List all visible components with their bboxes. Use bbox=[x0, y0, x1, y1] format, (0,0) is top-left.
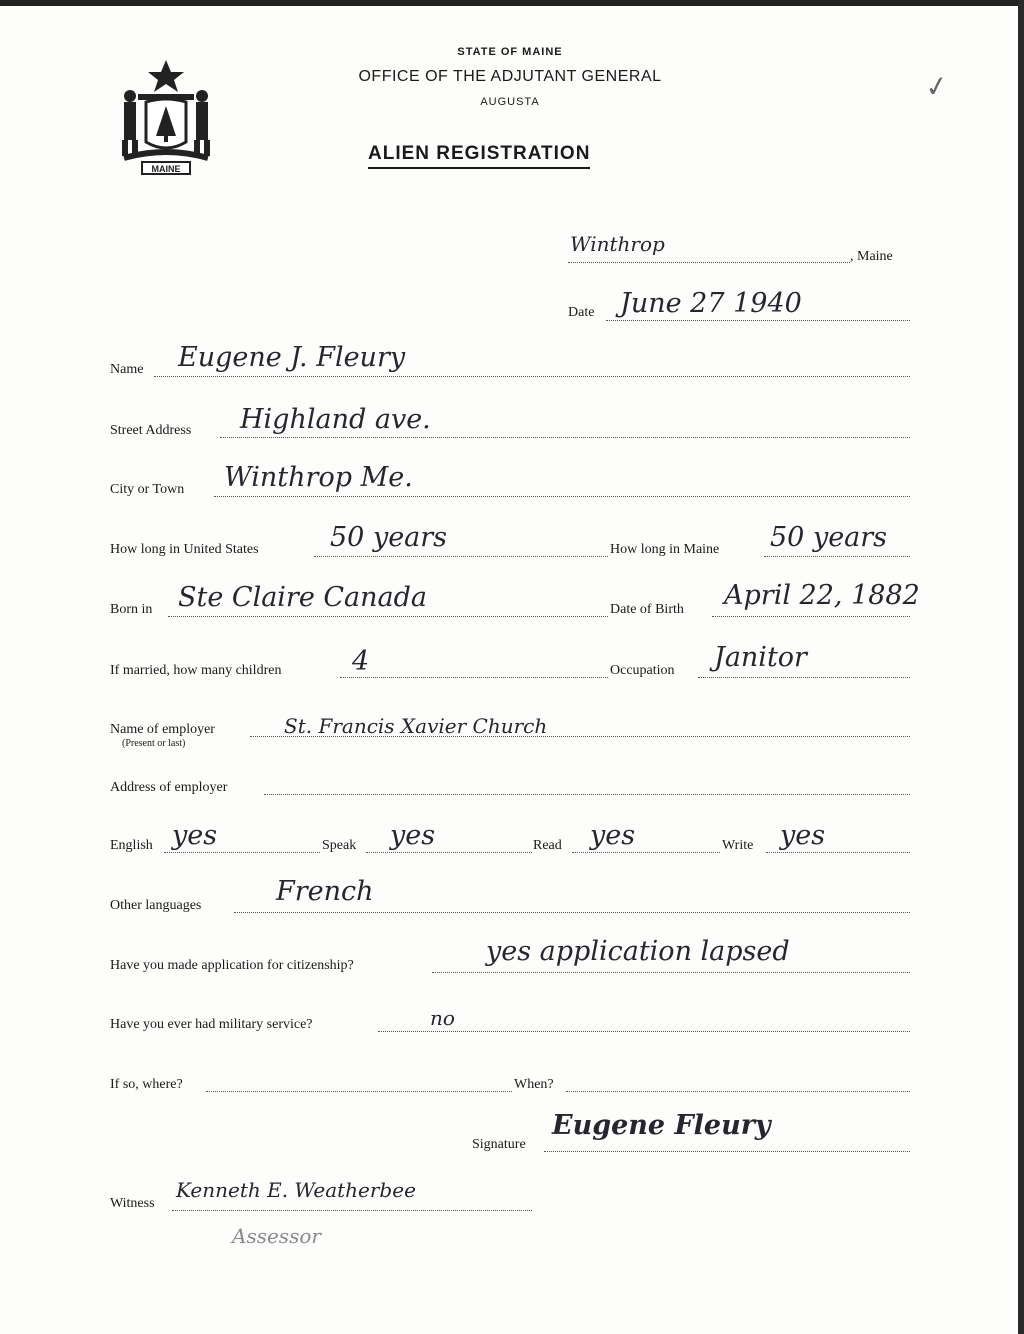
write-label: Write bbox=[722, 838, 754, 853]
date-of-birth-line bbox=[712, 616, 910, 617]
header-state: STATE OF MAINE bbox=[457, 46, 563, 58]
how-long-us-line bbox=[314, 556, 608, 557]
how-long-maine-value: 50 years bbox=[770, 522, 888, 553]
if-so-where-label: If so, where? bbox=[110, 1077, 183, 1092]
signature-line bbox=[544, 1151, 910, 1152]
military-label: Have you ever had military service? bbox=[110, 1017, 313, 1032]
military-value: no bbox=[430, 1006, 455, 1030]
scan-border-top bbox=[0, 0, 1024, 6]
witness-title-value: Assessor bbox=[232, 1224, 321, 1248]
maine-state-seal-icon bbox=[112, 58, 220, 176]
witness-line bbox=[172, 1210, 532, 1211]
employer-label: Name of employer bbox=[110, 722, 215, 737]
employer-sublabel: (Present or last) bbox=[122, 738, 186, 749]
children-value: 4 bbox=[352, 646, 370, 677]
how-long-us-label: How long in United States bbox=[110, 542, 259, 557]
name-label: Name bbox=[110, 362, 144, 377]
street-address-value: Highland ave. bbox=[240, 404, 431, 435]
write-value: yes bbox=[780, 820, 826, 851]
town-line bbox=[568, 262, 850, 263]
speak-line bbox=[366, 852, 532, 853]
witness-value: Kenneth E. Weatherbee bbox=[176, 1178, 416, 1202]
occupation-value: Janitor bbox=[714, 642, 807, 673]
read-line bbox=[572, 852, 720, 853]
when-label: When? bbox=[514, 1077, 554, 1092]
date-line bbox=[606, 320, 910, 321]
city-or-town-value: Winthrop Me. bbox=[224, 462, 413, 493]
employer-value: St. Francis Xavier Church bbox=[284, 714, 548, 738]
speak-value: yes bbox=[390, 820, 436, 851]
street-address-line bbox=[220, 437, 910, 438]
speak-label: Speak bbox=[322, 838, 357, 853]
form-title: ALIEN REGISTRATION bbox=[368, 143, 590, 169]
citizenship-label: Have you made application for citizenship? bbox=[110, 958, 354, 973]
where-line bbox=[206, 1091, 512, 1092]
citizenship-value: yes application lapsed bbox=[486, 936, 790, 967]
date-value: June 27 1940 bbox=[620, 288, 802, 319]
scan-border-right bbox=[1018, 0, 1024, 1334]
other-languages-value: French bbox=[276, 876, 374, 907]
born-in-label: Born in bbox=[110, 602, 153, 617]
how-long-maine-line bbox=[764, 556, 910, 557]
english-value: yes bbox=[172, 820, 218, 851]
other-languages-label: Other languages bbox=[110, 898, 202, 913]
header-office: OFFICE OF THE ADJUTANT GENERAL bbox=[358, 68, 662, 85]
signature-label: Signature bbox=[472, 1137, 526, 1152]
when-line bbox=[566, 1091, 910, 1092]
english-line bbox=[164, 852, 320, 853]
english-label: English bbox=[110, 838, 153, 853]
read-label: Read bbox=[533, 838, 562, 853]
signature-value: Eugene Fleury bbox=[552, 1110, 771, 1141]
name-value: Eugene J. Fleury bbox=[178, 342, 406, 373]
street-address-label: Street Address bbox=[110, 423, 192, 438]
how-long-us-value: 50 years bbox=[330, 522, 448, 553]
citizenship-line bbox=[432, 972, 910, 973]
born-in-line bbox=[168, 616, 608, 617]
other-languages-line bbox=[234, 912, 910, 913]
read-value: yes bbox=[590, 820, 636, 851]
city-or-town-line bbox=[214, 496, 910, 497]
witness-label: Witness bbox=[110, 1196, 155, 1211]
date-of-birth-label: Date of Birth bbox=[610, 602, 684, 617]
occupation-label: Occupation bbox=[610, 663, 675, 678]
military-line bbox=[378, 1031, 910, 1032]
employer-address-label: Address of employer bbox=[110, 780, 228, 795]
name-line bbox=[154, 376, 910, 377]
maine-label: , Maine bbox=[850, 249, 893, 264]
city-or-town-label: City or Town bbox=[110, 482, 185, 497]
svg-text:MAINE: MAINE bbox=[151, 164, 181, 174]
check-mark-icon: ✓ bbox=[922, 68, 952, 105]
employer-address-line bbox=[264, 794, 910, 795]
children-label: If married, how many children bbox=[110, 663, 282, 678]
header-city: AUGUSTA bbox=[480, 96, 540, 108]
date-label: Date bbox=[568, 305, 595, 320]
town-value: Winthrop bbox=[570, 232, 665, 256]
write-line bbox=[766, 852, 910, 853]
children-line bbox=[340, 677, 608, 678]
date-of-birth-value: April 22, 1882 bbox=[724, 580, 920, 611]
occupation-line bbox=[698, 677, 910, 678]
born-in-value: Ste Claire Canada bbox=[178, 582, 428, 613]
how-long-maine-label: How long in Maine bbox=[610, 542, 720, 557]
